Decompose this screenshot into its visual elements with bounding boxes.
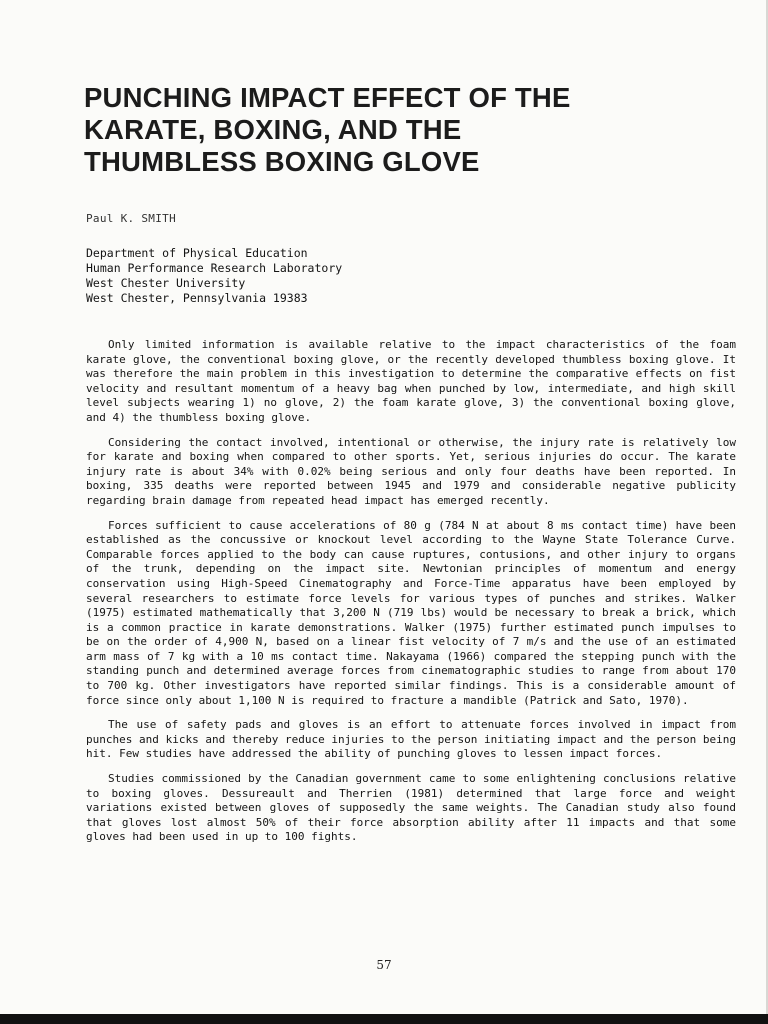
affiliation-line: West Chester, Pennsylvania 19383 xyxy=(86,291,308,305)
body-paragraph: Studies commissioned by the Canadian government came to some enlightening conclusions relative to boxing gloves. Dessureault and Therrien (1981) determined that large force and weight variations existed between gloves of supposedly the same weights. The Canadian study also found that gloves lost almost 50% of their force absorption ability after 11 impacts and that some gloves had been used in up to 100 fights. xyxy=(86,772,736,844)
body-paragraph: Considering the contact involved, intentional or otherwise, the injury rate is relatively low for karate and boxing when compared to other sports. Yet, serious injuries do occur. The karate injury rate is about 34% with 0.02% being serious and only four deaths have been reported. In boxing, 335 deaths were reported between 1945 and 1979 and considerable negative publicity regarding brain damage from repeated head impact has emerged recently. xyxy=(86,435,736,507)
body-paragraph: The use of safety pads and gloves is an effort to attenuate forces involved in impact from punches and kicks and thereby reduce injuries to the person initiating impact and the person being hit. Few studies have addressed the ability of punching gloves to lessen impact forces. xyxy=(86,718,736,761)
paper-title xyxy=(84,82,704,178)
page-number: 57 xyxy=(376,958,392,972)
author-name: Paul K. SMITH xyxy=(86,212,176,225)
body-text xyxy=(86,338,736,845)
affiliation-line: West Chester University xyxy=(86,276,246,290)
affiliation-line: Human Performance Research Laboratory xyxy=(86,261,343,275)
title-line: KARATE, BOXING, AND THE xyxy=(84,114,462,145)
title-line: PUNCHING IMPACT EFFECT OF THE xyxy=(84,82,571,113)
body-paragraph: Only limited information is available relative to the impact characteristics of the foam karate glove, the conventional boxing glove, or the recently developed thumbless boxing glove. It was therefore the main problem in this investigation to determine the comparative effects on fist velocity and resultant momentum of a heavy bag when punched by low, intermediate, and high skill level subjects wearing 1) no glove, 2) the foam karate glove, 3) the conventional boxing glove, and 4) the thumbless boxing glove. xyxy=(86,338,736,424)
author-affiliation xyxy=(86,246,342,306)
title-line: THUMBLESS BOXING GLOVE xyxy=(84,146,480,177)
scan-edge-bottom xyxy=(0,1014,768,1024)
body-paragraph: Forces sufficient to cause accelerations of 80 g (784 N at about 8 ms contact time) have been established as the concussive or knockout level according to the Wayne State Tolerance Curve. Comparable forces applied to the body can cause ruptures, contusions, and other injury to organs of the trunk, depending on the impact site. Newtonian principles of momentum and energy conservation using High-Speed Cinematography and Force-Time apparatus have been employed by several researchers to estimate force levels for various types of punches and strikes. Walker (1975) estimated mathematically that 3,200 N (719 lbs) would be necessary to break a brick, which is a common practice in karate demonstrations. Walker (1975) further estimated punch impulses to be on the order of 4,900 N, based on a linear fist velocity of 7 m/s and the use of an estimated arm mass of 7 kg with a 10 ms contact time. Nakayama (1966) compared the stepping punch with the standing punch and determined average forces from cinematographic studies to range from about 170 to 700 kg. Other investigators have reported similar findings. This is a considerable amount of force since only about 1,100 N is required to fracture a mandible (Patrick and Sato, 1970). xyxy=(86,518,736,707)
affiliation-line: Department of Physical Education xyxy=(86,246,308,260)
